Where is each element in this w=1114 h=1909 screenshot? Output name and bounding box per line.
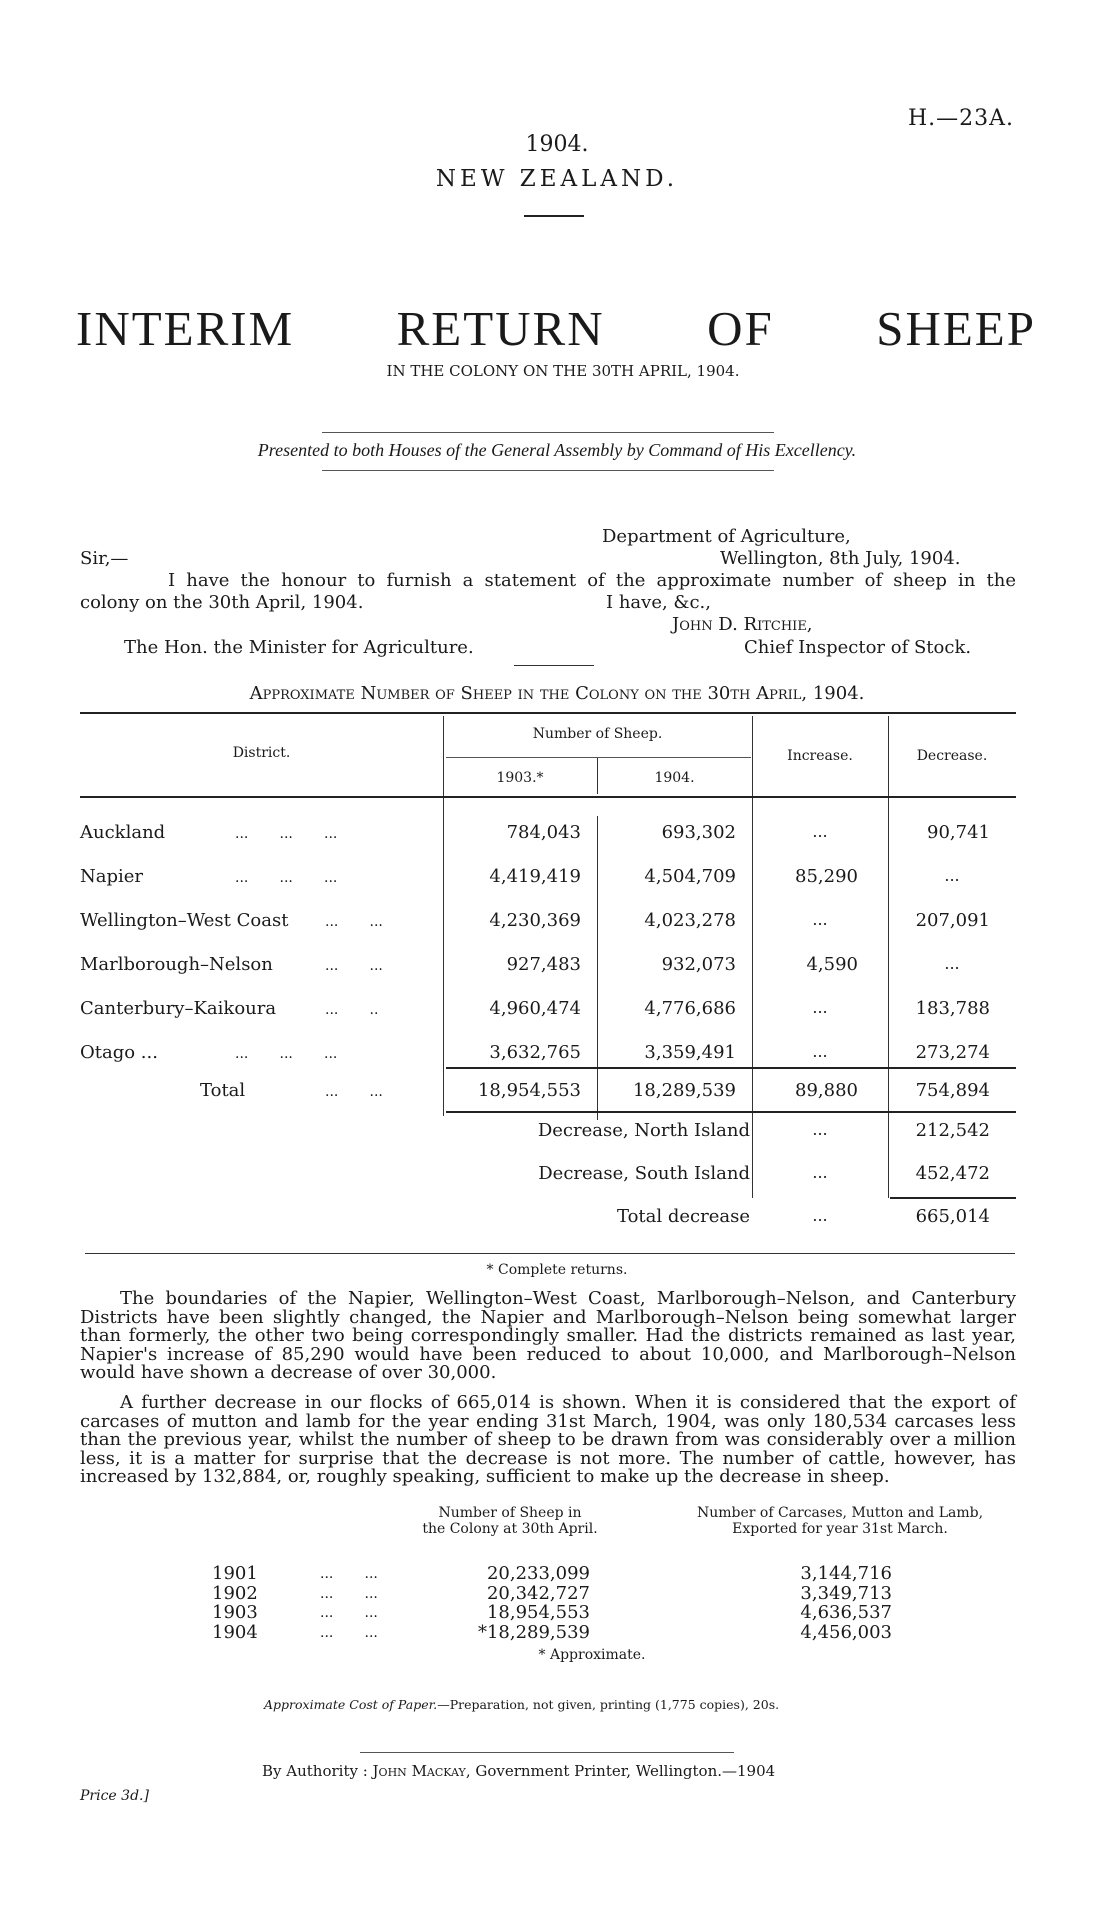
cell-increase: ... (812, 910, 828, 929)
cell-1903: 784,043 (506, 822, 581, 843)
letter-place-date: Wellington, 8th July, 1904. (720, 548, 961, 569)
letter-signatory-title: Chief Inspector of Stock. (744, 637, 972, 658)
cell-1904: 932,073 (661, 954, 736, 975)
district-name: Marlborough–Nelson (80, 954, 273, 975)
dot-leader: ... ... ... (235, 1046, 338, 1062)
table-top-rule (80, 712, 1016, 714)
district-name: Otago ... (80, 1042, 158, 1063)
cell-1903: 4,419,419 (489, 866, 581, 887)
summary-row (80, 1120, 1016, 1150)
stats-year: 1903 (212, 1602, 258, 1623)
district-name: Canterbury–Kaikoura (80, 998, 277, 1019)
total-decrease-rule (890, 1197, 1016, 1199)
total-bottom-rule (446, 1111, 1016, 1113)
letter-department: Department of Agriculture, (602, 526, 851, 547)
district-name: Napier (80, 866, 144, 887)
title-word: RETURN (396, 301, 605, 356)
header-line: Exported for year 31st March. (732, 1521, 948, 1537)
header-line: Number of Carcases, Mutton and Lamb, (696, 1505, 984, 1521)
dot-leader: ... ... ... (235, 826, 338, 842)
paper-code: H.—23A. (908, 106, 1015, 131)
stats-year: 1901 (212, 1563, 258, 1584)
dot-leader: ... ... (320, 1624, 378, 1641)
column-header-1904: 1904. (654, 770, 695, 786)
cell-1903: 3,632,765 (489, 1042, 581, 1063)
cell-decrease: ... (944, 954, 960, 973)
table-footnote: * Complete returns. (486, 1262, 628, 1278)
authority-prefix: By Authority : (262, 1762, 373, 1780)
cell-increase: 4,590 (806, 954, 858, 975)
cell-1903: 4,230,369 (489, 910, 581, 931)
stats-header-carcases (660, 1505, 1020, 1537)
header-bottom-rule (80, 796, 1016, 798)
summary-increase: ... (812, 1120, 828, 1139)
dot-leader: ... ... (325, 914, 383, 930)
stats-row (0, 1583, 1114, 1603)
column-header-number-of-sheep: Number of Sheep. (532, 726, 663, 742)
cell-decrease: 273,274 (915, 1042, 990, 1063)
cell-increase: ... (812, 822, 828, 841)
district-name: Auckland (80, 822, 166, 843)
stats-year: 1902 (212, 1582, 258, 1604)
cell-1904: 4,504,709 (644, 866, 736, 887)
dot-leader: ... .. (325, 1002, 379, 1018)
cost-label: Approximate Cost of Paper. (264, 1697, 438, 1712)
stats-header-sheep (380, 1505, 640, 1537)
summary-label: Total decrease (616, 1206, 750, 1227)
table-row (80, 822, 1016, 866)
cell-decrease: 207,091 (915, 910, 990, 931)
summary-label: Decrease, South Island (538, 1163, 750, 1184)
cell-increase: 85,290 (795, 866, 858, 887)
cell-1903: 4,960,474 (489, 998, 581, 1019)
cell-decrease: 90,741 (927, 822, 990, 843)
summary-increase: ... (812, 1206, 828, 1225)
total-row (80, 1080, 1016, 1110)
divider (524, 215, 584, 217)
table-body (80, 822, 1016, 1086)
stats-sheep: *18,289,539 (477, 1621, 590, 1643)
letter-body-line1: I have the honour to furnish a statement of the approximate number of sheep in the (168, 570, 1016, 591)
dot-leader: ... ... (320, 1605, 378, 1621)
district-name: Wellington–West Coast (80, 910, 289, 931)
divider (360, 1752, 734, 1753)
table-row (80, 954, 1016, 998)
paragraph: A further decrease in our flocks of 665,014 is shown. When it is considered that the export of carcases of mutton and lamb for the year ending 31st March, 1904, was only 180,534 carcases less than the previous year, whilst the number of sheep to be drawn from was considerably over a million less, it is a matter for surprise that the decrease is not more. The number of cattle, however, has increased by 132,884, or, roughly speaking, sufficient to make up the decrease in sheep. (80, 1392, 1016, 1487)
cell-1904: 3,359,491 (644, 1042, 736, 1063)
summary-increase: ... (812, 1163, 828, 1182)
stats-table (0, 1563, 1114, 1641)
stats-carcases: 4,636,537 (800, 1602, 892, 1623)
stats-carcases: 4,456,003 (800, 1621, 892, 1643)
page-subtitle: IN THE COLONY ON THE 30TH APRIL, 1904. (386, 362, 740, 380)
cell-1904: 4,023,278 (644, 910, 736, 931)
dot-leader: ... ... (325, 958, 383, 974)
table-row (80, 998, 1016, 1042)
stats-row (0, 1602, 1114, 1622)
table-caption: Approximate Number of Sheep in the Colony on the 30th April, 1904. (249, 683, 865, 704)
cell-1904: 693,302 (661, 822, 736, 843)
cell-increase: ... (812, 998, 828, 1017)
printer-authority (262, 1762, 775, 1780)
document-year: 1904. (525, 132, 589, 157)
column-header-1903: 1903.* (496, 770, 544, 786)
total-decrease: 754,894 (915, 1080, 990, 1101)
divider (514, 665, 594, 666)
divider (322, 432, 774, 433)
summary-decrease: 212,542 (915, 1120, 990, 1141)
stats-year: 1904 (212, 1621, 258, 1643)
summary-decrease: 452,472 (915, 1163, 990, 1184)
printer-name: John Mackay (372, 1762, 466, 1780)
country-heading: NEW ZEALAND. (435, 166, 679, 192)
stats-carcases: 3,349,713 (800, 1582, 892, 1604)
header-line: Number of Sheep in (438, 1505, 582, 1521)
total-increase: 89,880 (795, 1080, 858, 1101)
total-label: Total (200, 1080, 246, 1101)
authority-suffix: , Government Printer, Wellington.—1904 (465, 1762, 776, 1780)
stats-sheep: 20,342,727 (486, 1582, 590, 1604)
table-bottom-rule (85, 1253, 1015, 1254)
dot-leader: ... ... (320, 1566, 378, 1582)
table-row (80, 866, 1016, 910)
cost-note (264, 1697, 779, 1712)
summary-row (80, 1163, 1016, 1193)
cell-1903: 927,483 (506, 954, 581, 975)
title-word: SHEEP (876, 301, 1036, 356)
letter-body-line2: colony on the 30th April, 1904. (80, 592, 364, 613)
cell-1904: 4,776,686 (644, 998, 736, 1019)
summary-decrease: 665,014 (915, 1206, 990, 1227)
stats-row (0, 1622, 1114, 1642)
price: Price 3d.] (80, 1788, 149, 1804)
column-header-increase: Increase. (787, 748, 853, 764)
dot-leader: ... ... ... (235, 870, 338, 886)
letter-salutation: Sir,— (80, 548, 129, 569)
letter-addressee: The Hon. the Minister for Agriculture. (124, 637, 474, 658)
page-title (76, 300, 1036, 357)
letter-signatory: John D. Ritchie, (672, 614, 813, 635)
presented-line: Presented to both Houses of the General Assembly by Command of His Excellency. (257, 440, 857, 460)
dot-leader: ... ... (325, 1084, 383, 1100)
divider (322, 470, 774, 471)
title-word: OF (707, 301, 774, 356)
column-header-district: District. (232, 745, 291, 761)
stats-sheep: 18,954,553 (486, 1602, 590, 1623)
total-1903: 18,954,553 (477, 1080, 581, 1101)
stats-footnote: * Approximate. (538, 1647, 646, 1663)
dot-leader: ... ... (320, 1585, 378, 1602)
subheader-rule (446, 757, 751, 758)
cell-decrease: 183,788 (915, 998, 990, 1019)
cell-increase: ... (812, 1042, 828, 1061)
paragraph: The boundaries of the Napier, Wellington–West Coast, Marlborough–Nelson, and Canterbury Districts have been slightly changed, the Napier and Marlborough–Nelson being somewhat larger than formerly, the other two being correspondingly smaller. Had the districts remained as last year, Napier's increase of 85,290 would have been reduced to about 10,000, and Marlborough–Nelson would have shown a decrease of over 30,000. (80, 1288, 1016, 1383)
summary-row (80, 1206, 1016, 1236)
column-header-decrease: Decrease. (916, 748, 988, 764)
summary-label: Decrease, North Island (537, 1120, 750, 1141)
table-row (80, 910, 1016, 954)
header-line: the Colony at 30th April. (422, 1521, 598, 1537)
total-top-rule (446, 1067, 1016, 1069)
title-word: INTERIM (76, 301, 295, 356)
cost-text: —Preparation, not given, printing (1,775 copies), 20s. (437, 1697, 780, 1712)
stats-row (0, 1563, 1114, 1583)
letter-closing: I have, &c., (606, 592, 711, 613)
total-1904: 18,289,539 (632, 1080, 736, 1101)
cell-decrease: ... (944, 866, 960, 885)
stats-sheep: 20,233,099 (486, 1563, 590, 1584)
stats-carcases: 3,144,716 (800, 1563, 892, 1584)
